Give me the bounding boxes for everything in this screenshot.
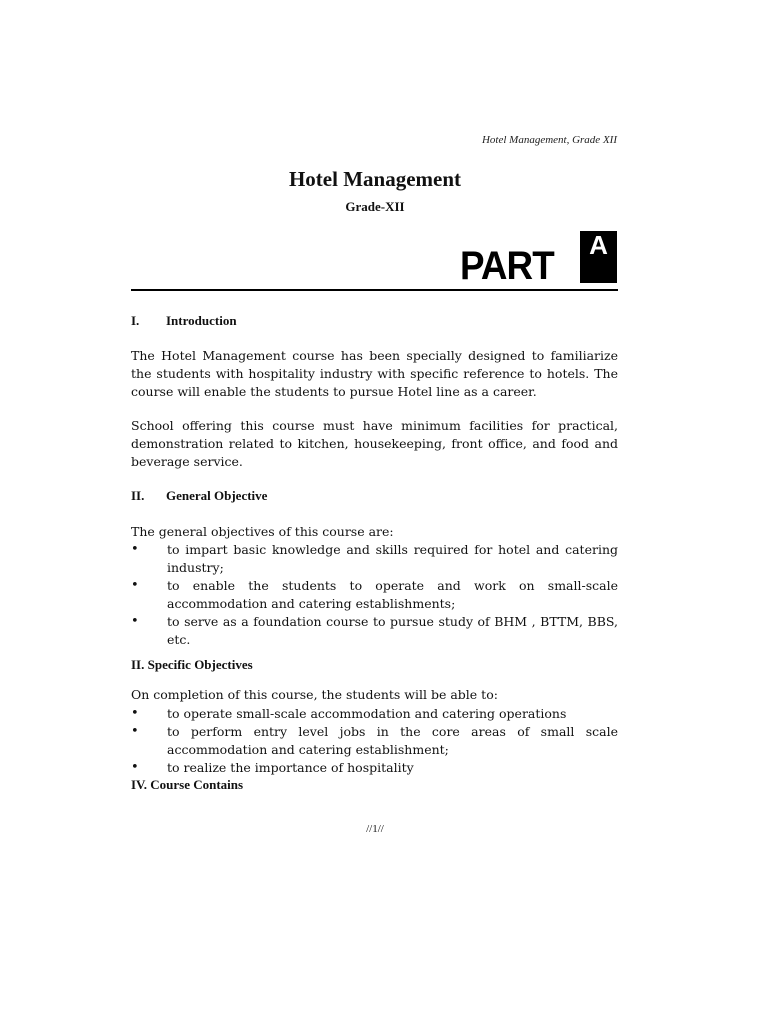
list-item-text: to impart basic knowledge and skills required for hotel and catering industry;	[167, 542, 618, 575]
bullet-icon: •	[131, 614, 139, 629]
section-number: I.	[131, 313, 140, 328]
part-letter-box	[580, 231, 617, 283]
bullet-icon: •	[131, 724, 139, 739]
general-objective-lead: The general objectives of this course are:	[131, 524, 394, 539]
list-item-text: to enable the students to operate and work on small-scale accommodation and catering establishments;	[167, 578, 618, 611]
section-heading-course-contains: IV. Course Contains	[131, 777, 244, 792]
section-heading-general-objective	[131, 488, 267, 504]
list-item	[131, 759, 618, 777]
bullet-icon: •	[131, 760, 139, 775]
introduction-paragraph: The Hotel Management course has been specially designed to familiarize the students with hospitality industry with specific reference to hotels. The course will enable the students to pursue Hotel line as a career.	[131, 348, 618, 399]
list-item	[131, 705, 618, 723]
bullet-icon: •	[131, 542, 139, 557]
introduction-paragraph: School offering this course must have minimum facilities for practical, demonstration related to kitchen, housekeeping, front office, and food and beverage service.	[131, 418, 618, 469]
list-item	[131, 613, 618, 649]
part-label: PART	[460, 244, 554, 288]
specific-objectives-lead: On completion of this course, the students will be able to:	[131, 687, 498, 702]
section-number: II.	[131, 488, 145, 503]
specific-objectives-list	[131, 705, 618, 777]
section-heading-introduction	[131, 313, 237, 329]
bullet-icon: •	[131, 706, 139, 721]
running-header: Hotel Management, Grade XII	[481, 134, 617, 146]
part-letter: A	[589, 230, 608, 260]
section-heading-specific-objectives: II. Specific Objectives	[131, 657, 253, 672]
list-item-text: to perform entry level jobs in the core areas of small scale accommodation and catering establishment;	[167, 724, 618, 757]
list-item-text: to serve as a foundation course to pursue study of BHM , BTTM, BBS, etc.	[167, 614, 618, 647]
list-item	[131, 577, 618, 613]
list-item-text: to operate small-scale accommodation and catering operations	[167, 706, 567, 721]
list-item-text: to realize the importance of hospitality	[167, 760, 414, 775]
list-item	[131, 541, 618, 577]
bullet-icon: •	[131, 578, 139, 593]
header-divider	[131, 289, 618, 291]
page-number: //1//	[366, 823, 384, 835]
document-subtitle: Grade-XII	[345, 199, 405, 214]
general-objective-list	[131, 541, 618, 649]
document-title: Hotel Management	[288, 167, 462, 191]
section-title: Introduction	[166, 313, 237, 328]
list-item	[131, 723, 618, 759]
section-title: General Objective	[166, 488, 268, 503]
